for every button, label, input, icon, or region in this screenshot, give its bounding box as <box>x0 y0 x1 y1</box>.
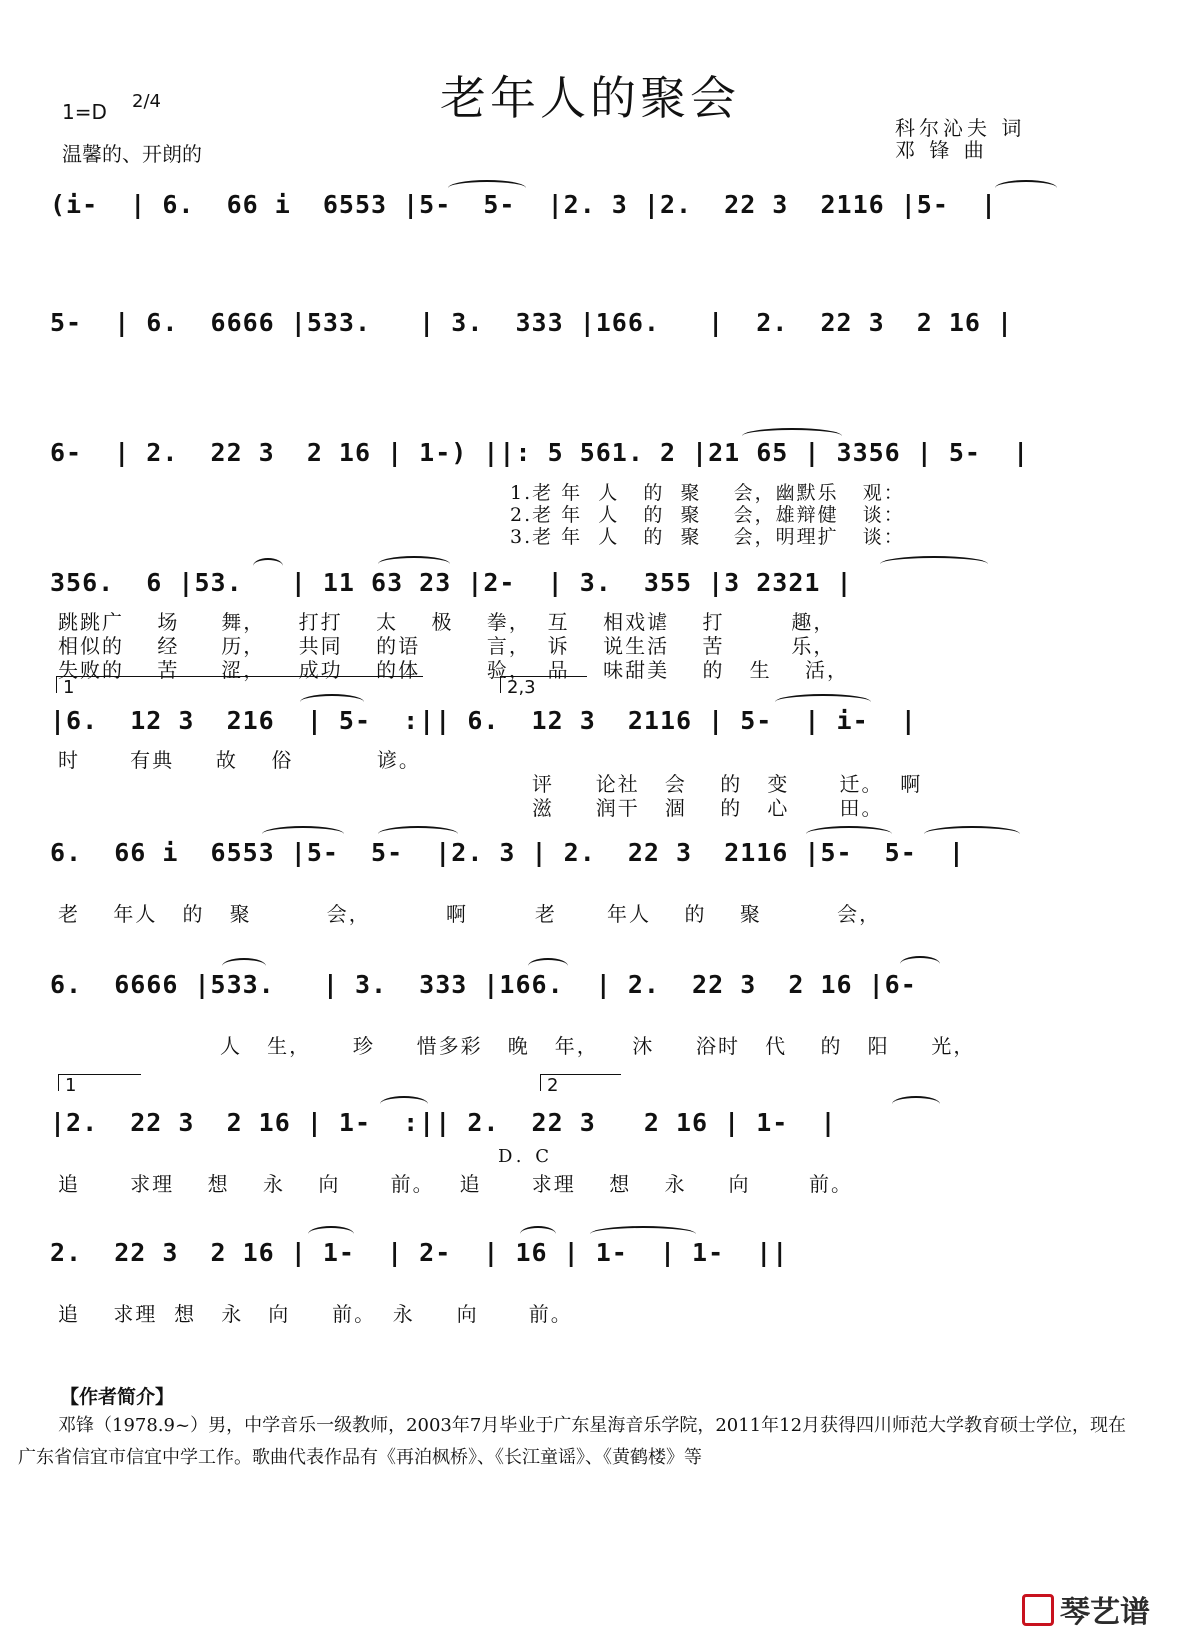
time-signature: 2/4 <box>132 91 161 112</box>
slur-mark <box>378 556 450 572</box>
verse-intro-2: 2.老 年 人 的 聚 会，雄辩健 谈： <box>510 504 905 526</box>
staff-line-7 <box>50 960 1130 1020</box>
lyrics-line-1: 跳跳广 场 舞， 打打 太 极 拳， 互 相戏谑 打 趣， <box>58 610 836 634</box>
staff-notes: |6. 12 3 216 | 5- :|| 6. 12 3 2116 | 5- | i- | <box>50 706 917 735</box>
slur-mark <box>775 694 871 710</box>
slur-mark <box>995 180 1057 196</box>
slur-mark <box>222 958 266 974</box>
slur-mark <box>900 956 940 972</box>
volta-bracket-3: 1 <box>58 1074 141 1091</box>
composer-credit: 邓 锋 曲 <box>895 138 988 162</box>
staff-notes: 5- | 6. 6666 |533. | 3. 333 |166. | 2. 22 3 2 16 | <box>50 308 1014 337</box>
lyrics-chorus-1: 老 年人 的 聚 会， 啊 老 年人 的 聚 会， <box>58 902 882 926</box>
slur-mark <box>806 826 892 842</box>
lyrics-volta-2b: 滋 润干 涸 的 心 田。 <box>532 796 884 820</box>
slur-mark <box>590 1226 696 1242</box>
staff-line-8 <box>50 1098 1130 1158</box>
staff-notes: 6- | 2. 22 3 2 16 | 1-) ||: 5 561. 2 |21 65 | 3356 | 5- | <box>50 438 1030 467</box>
slur-mark <box>300 694 364 710</box>
staff-line-2 <box>50 298 1130 358</box>
logo-icon <box>1022 1594 1054 1626</box>
lyrics-end-1: 追 求理 想 永 向 前。 追 求理 想 永 向 前。 <box>58 1172 853 1196</box>
slur-mark <box>892 1096 940 1112</box>
slur-mark <box>520 1226 556 1242</box>
lyrics-volta-1: 时 有典 故 俗 谚。 <box>58 748 421 772</box>
lyrics-end-2: 追 求理 想 永 向 前。 永 向 前。 <box>58 1302 573 1326</box>
slur-mark <box>528 958 568 974</box>
staff-notes: 356. 6 |53. | 11 63 23 |2- | 3. 355 |3 2321 | <box>50 568 853 597</box>
slur-mark <box>308 1226 354 1242</box>
volta-bracket-4: 2 <box>540 1074 621 1091</box>
slur-mark <box>378 826 458 842</box>
key-signature: 1=D <box>62 100 107 124</box>
volta-bracket-2: 2,3 <box>500 676 587 693</box>
lyrics-volta-2a: 评 论社 会 的 变 迁。 啊 <box>532 772 923 796</box>
slur-mark <box>262 826 344 842</box>
staff-notes: |2. 22 3 2 16 | 1- :|| 2. 22 3 2 16 | 1- | <box>50 1108 837 1137</box>
lyrics-line-3: 失败的 苦 涩， 成功 的体 验， 品 味甜美 的 生 活， <box>58 658 850 682</box>
verse-intro-1: 1.老 年 人 的 聚 会，幽默乐 观： <box>510 482 905 504</box>
staff-notes: 6. 66 i 6553 |5- 5- |2. 3 | 2. 22 3 2116 |5- 5- | <box>50 838 965 867</box>
staff-notes: 6. 6666 |533. | 3. 333 |166. | 2. 22 3 2 16 |6- <box>50 970 917 999</box>
slur-mark <box>880 556 988 572</box>
slur-mark <box>924 826 1020 842</box>
song-title: 老年人的聚会 <box>440 71 740 125</box>
da-capo-mark: D. C <box>498 1146 554 1167</box>
staff-line-1 <box>50 180 1130 240</box>
watermark-text: 琴艺谱 <box>1060 1595 1150 1630</box>
bio-text: 邓锋（1978.9~）男，中学音乐一级教师，2003年7月毕业于广东星海音乐学院，2011年12月获得四川师范大学教育硕士学位，现在广东省信宜市信宜中学工作。歌曲代表作品有《再泊枫桥》、《长江童谣》、《黄鹤楼》等 <box>18 1415 1127 1468</box>
slur-mark <box>742 428 842 444</box>
lyrics-line-2: 相似的 经 历， 共同 的语 言， 诉 说生活 苦 乐， <box>58 634 836 658</box>
volta-bracket-1: 1 <box>56 676 423 693</box>
staff-notes: 2. 22 3 2 16 | 1- | 2- | 16 | 1- | 1- || <box>50 1238 789 1267</box>
slur-mark <box>253 558 283 574</box>
watermark-logo <box>1022 1587 1150 1631</box>
lyrics-chorus-2: 人 生， 珍 惜多彩 晚 年， 沐 浴时 代 的 阳 光， <box>220 1034 976 1058</box>
tempo-marking: 温馨的、开朗的 <box>62 142 202 166</box>
staff-notes: (i- | 6. 66 i 6553 |5- 5- |2. 3 |2. 22 3 2116 |5- | <box>50 190 998 219</box>
slur-mark <box>380 1096 428 1112</box>
bio-heading: 【作者简介】 <box>60 1386 175 1408</box>
lyricist-credit: 科尔沁夫 词 <box>895 116 1026 140</box>
verse-intro-3: 3.老 年 人 的 聚 会，明理扩 谈： <box>510 526 905 548</box>
slur-mark <box>448 180 526 196</box>
